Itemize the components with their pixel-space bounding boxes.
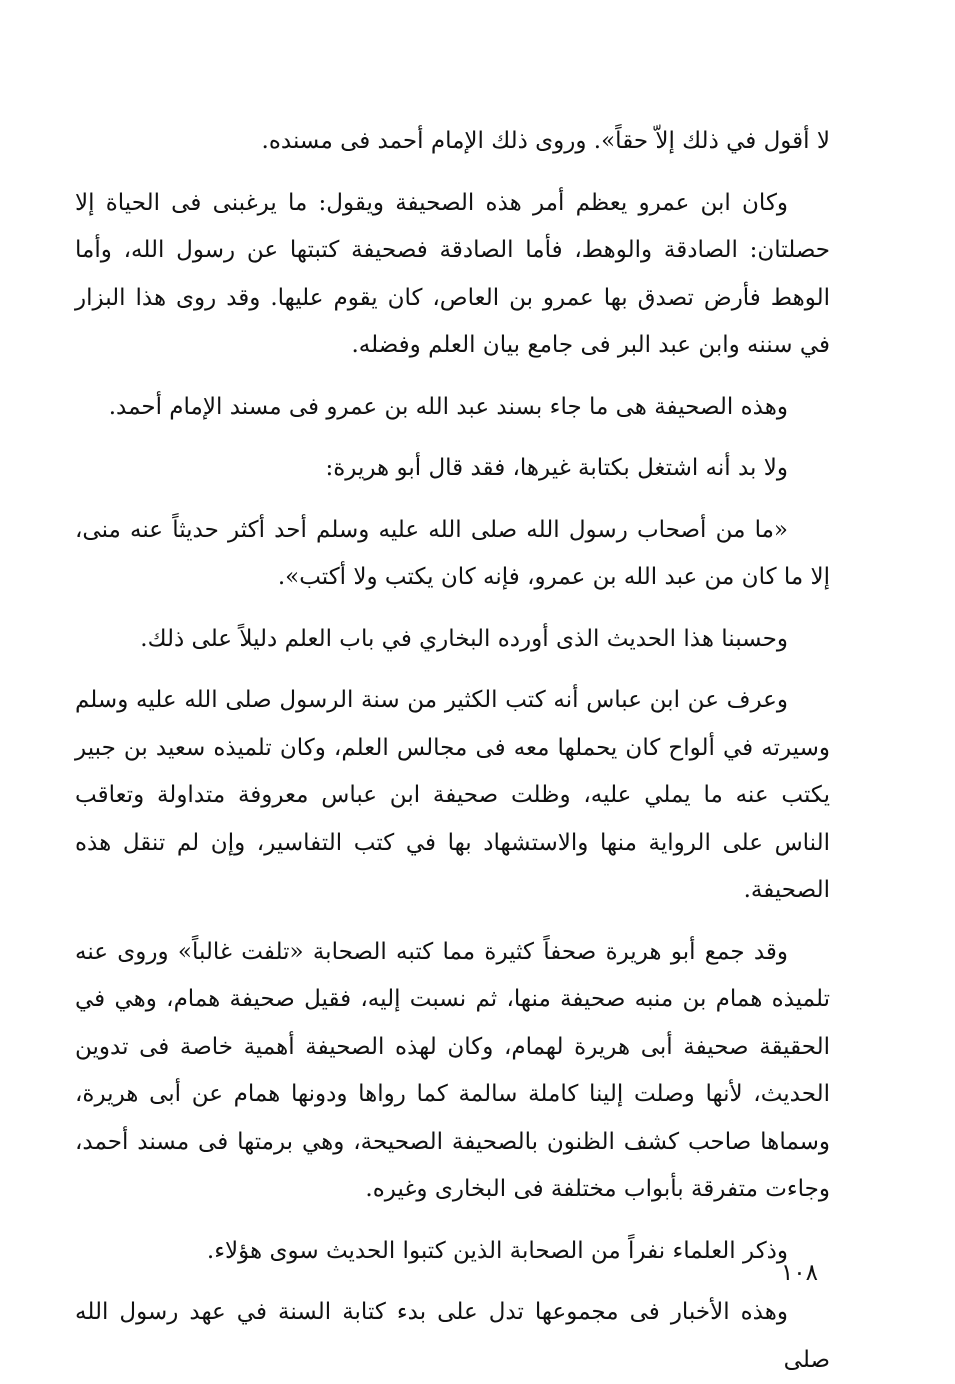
paragraph-hammam-sahifa: وقد جمع أبو هريرة صحفاً كثيرة مما كتبه الصحابة «تلفت غالباً» وروى عنه تلميذه همام بن منبه صحيفة منها، ثم نسبت إليه، فقيل صحيفة همام، وهي في الحقيقة صحيفة أبى هريرة لهمام، وكان لهذه الصحيفة أهمية خاصة فى تدوين الحديث، لأنها وصلت إلينا كاملة سالمة كما رواها ودونها همام عن أبى هريرة، وسماها صاحب كشف الظنون بالصحيفة الصحيحة، وهي برمتها فى مسند أحمد، وجاءت متفرقة بأبواب مختلفة فى البخارى وغيره. [75, 938, 830, 1202]
body-text [75, 118, 830, 1384]
paragraph-ibn-abbas: وعرف عن ابن عباس أنه كتب الكثير من سنة الرسول صلى الله عليه وسلم وسيرته في ألواح كان يحملها معه فى مجالس العلم، وكان تلميذه سعيد بن جبير يكتب عنه ما يملي عليه، وظلت صحيفة ابن عباس معروفة متداولة وتعاقب الناس على الرواية منها والاستشهاد بها في كتب التفاسير، وإن لم تنقل هذه الصحيفة. [75, 687, 830, 903]
paragraph-other-companions: وذكر العلماء نفراً من الصحابة الذين كتبوا الحديث سوى هؤلاء. [206, 1237, 788, 1264]
paragraph-bukhari: وحسبنا هذا الحديث الذى أورده البخاري في باب العلم دليلاً على ذلك. [140, 625, 788, 652]
paragraph-continuation: لا أقول في ذلك إلاّ حقاً». وروى ذلك الإمام أحمد فى مسنده. [261, 128, 830, 154]
page-number: ١٠٨ [780, 1260, 818, 1286]
paragraph-abu-hurayra-intro: ولا بد أنه اشتغل بكتابة غيرها، فقد قال أبو هريرة: [325, 455, 788, 481]
paragraph-conclusion: وهذه الأخبار فى مجموعها تدل على بدء كتابة السنة في عهد رسول الله صلى [75, 1299, 830, 1373]
paragraph-ibn-amr-sahifa: وكان ابن عمرو يعظم أمر هذه الصحيفة ويقول: ما يرغبنى فى الحياة إلا حصلتان: الصادقة والوهط، فأما الصادقة فصحيفة كتبتها عن رسول الله، وأما الوهط فأرض تصدق بها عمرو بن العاص، كان يقوم عليها. وقد روى هذا البزار في سننه وابن عبد البر فى جامع بيان العلم وفضله. [75, 189, 830, 358]
paragraph-musnad-ahmad: وهذه الصحيفة هى ما جاء بسند عبد الله بن عمرو فى مسند الإمام أحمد. [108, 393, 788, 420]
paragraph-quote: «ما من أصحاب رسول الله صلى الله عليه وسلم أحد أكثر حديثاً عنه منى، إلا ما كان من عبد الله بن عمرو، فإنه كان يكتب ولا أكتب». [75, 516, 830, 590]
